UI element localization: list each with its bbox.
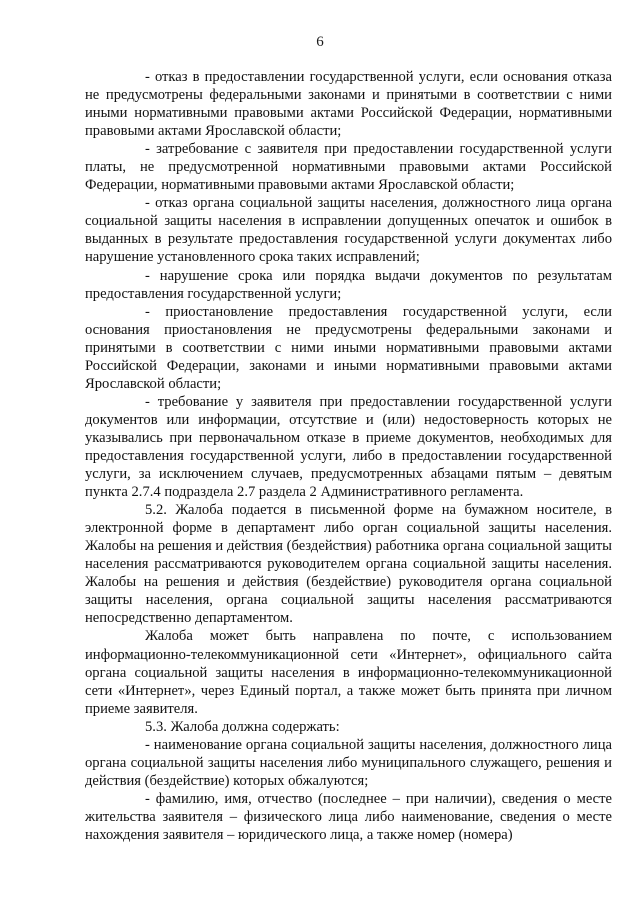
paragraph-refusal-grounds: - отказ в предоставлении государственной услуги, если основания отказа не предусмотрены федеральными законами и принятыми в соответствии с ними иными нормативными правовыми актами Российской Федерации, нормативными правовыми актами Ярославской области; (85, 69, 612, 140)
paragraph-complaint-channels: Жалоба может быть направлена по почте, с использованием информационно-телекоммуникационной сети «Интернет», официального сайта органа социальной защиты населения в информационно-телекоммуникационной сети «Интернет», через Единый портал, а также может быть принята при личном приеме заявителя. (85, 628, 612, 717)
paragraph-document-requirement: - требование у заявителя при предоставлении государственной услуги документов или информации, отсутствие и (или) недостоверность которых не указывались при первоначальном отказе в приеме документов, необходимых для предоставления государственной услуги, либо в предоставлении государственной услуги, за исключением случаев, предусмотренных абзацами пятым – девятым пункта 2.7.4 подраздела 2.7 раздела 2 Административного регламента. (85, 393, 612, 501)
page-number: 6 (316, 34, 324, 50)
paragraph-issuance-violation: - нарушение срока или порядка выдачи документов по результатам предоставления государственной услуги; (85, 267, 612, 302)
paragraph-5-2-complaint-form: 5.2. Жалоба подается в письменной форме на бумажном носителе, в электронной форме в департамент либо орган социальной защиты населения. Жалобы на решения и действия (бездействия) работника органа социальной защиты населения рассматриваются руководителем органа социальной защиты населения. Жалобы на решения и действия (бездействие) руководителя органа социальной защиты населения, органа социальной защиты населения рассматриваются непосредственно департаментом. (85, 502, 612, 627)
paragraph-5-3-heading: 5.3. Жалоба должна содержать: (145, 718, 340, 735)
paragraph-suspension: - приостановление предоставления государственной услуги, если основания приостановления не предусмотрены федеральными законами и принятыми в соответствии с ними иными нормативными правовыми актами Российской Федерации, законами и иными нормативными правовыми актами Ярославской области; (85, 303, 612, 392)
paragraph-applicant-details: - фамилию, имя, отчество (последнее – при наличии), сведения о месте жительства заявителя – физического лица либо наименование, сведения о месте нахождения заявителя – юридического лица, а также номер (номера) (85, 790, 612, 843)
paragraph-payment-demand: - затребование с заявителя при предоставлении государственной услуги платы, не предусмотренной нормативными правовыми актами Российской Федерации, нормативными правовыми актами Ярославской области; (85, 141, 612, 194)
paragraph-correction-refusal: - отказ органа социальной защиты населения, должностного лица органа социальной защиты населения в исправлении допущенных опечаток и ошибок в выданных в результате предоставления государственной услуги документах либо нарушение установленного срока таких исправлений; (85, 195, 612, 266)
document-body (85, 68, 612, 844)
paragraph-authority-name: - наименование органа социальной защиты населения, должностного лица органа социальной защиты населения либо муниципального служащего, решения и действия (бездействие) которых обжалуются; (85, 736, 612, 789)
